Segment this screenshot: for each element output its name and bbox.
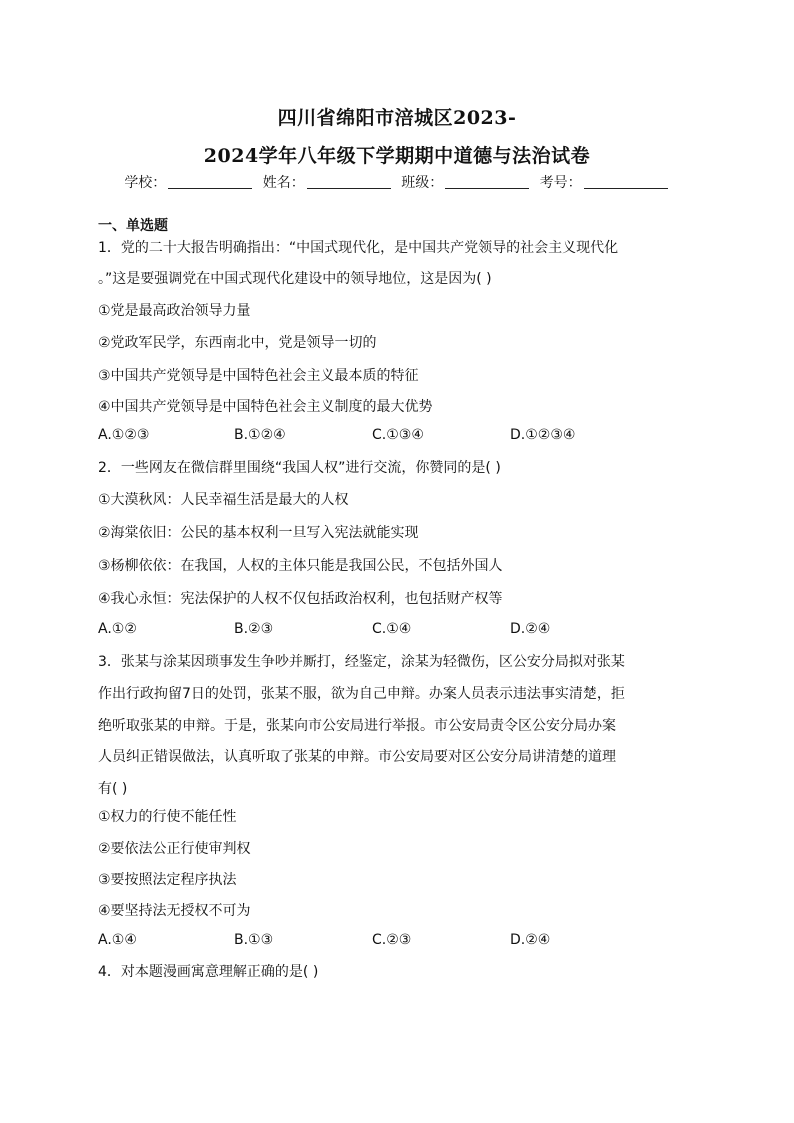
q2-option-d[interactable]: D.②④ [510, 621, 551, 637]
q2-statement-4: ④我心永恒：宪法保护的人权不仅包括政治权利，也包括财产权等 [98, 591, 503, 607]
exam-number-blank[interactable] [584, 174, 668, 189]
q1-option-d[interactable]: D.①②③④ [510, 427, 576, 443]
q3-stem-line2: 作出行政拘留7日的处罚，张某不服，欲为自己申辩。办案人员表示违法事实清楚，拒 [98, 686, 625, 702]
q3-option-d[interactable]: D.②④ [510, 932, 551, 948]
q2-option-c[interactable]: C.①④ [372, 621, 412, 637]
q2-option-a[interactable]: A.①② [98, 621, 137, 637]
q3-stem-line1: 3．张某与涂某因琐事发生争吵并厮打，经鉴定，涂某为轻微伤，区公安分局拟对张某 [98, 654, 625, 670]
q3-stem-line5: 有( ) [98, 781, 128, 797]
school-blank[interactable] [168, 174, 252, 189]
q1-stem-line1: 1．党的二十大报告明确指出：“中国式现代化，是中国共产党领导的社会主义现代化 [98, 240, 619, 256]
q2-stem-line1: 2．一些网友在微信群里围绕“我国人权”进行交流，你赞同的是( ) [98, 460, 501, 476]
q3-options [98, 932, 698, 952]
class-blank[interactable] [445, 174, 529, 189]
q1-stem-line2: 。”这是要强调党在中国式现代化建设中的领导地位，这是因为( ) [98, 271, 492, 287]
q2-option-b[interactable]: B.②③ [234, 621, 274, 637]
name-label: 姓名： [262, 175, 305, 191]
exam-title-line1: 四川省绵阳市涪城区2023- [277, 107, 517, 129]
q1-statement-1: ①党是最高政治领导力量 [98, 303, 251, 319]
q1-option-c[interactable]: C.①③④ [372, 427, 424, 443]
q2-statement-3: ③杨柳依依：在我国，人权的主体只能是我国公民，不包括外国人 [98, 558, 503, 574]
class-label: 班级： [401, 175, 444, 191]
q2-statement-1: ①大漠秋风：人民幸福生活是最大的人权 [98, 492, 349, 508]
q4-stem-line1: 4．对本题漫画寓意理解正确的是( ) [98, 964, 319, 980]
q1-options [98, 427, 698, 447]
q3-statement-4: ④要坚持法无授权不可为 [98, 903, 251, 919]
q3-option-b[interactable]: B.①③ [234, 932, 274, 948]
q3-stem-line4: 人员纠正错误做法，认真听取了张某的申辩。市公安局要对区公安分局讲清楚的道理 [98, 749, 616, 765]
q1-statement-2: ②党政军民学，东西南北中，党是领导一切的 [98, 335, 377, 351]
exam-title-line2: 2024学年八年级下学期期中道德与法治试卷 [203, 145, 591, 167]
q3-statement-2: ②要依法公正行使审判权 [98, 841, 251, 857]
q3-option-c[interactable]: C.②③ [372, 932, 412, 948]
q1-option-a[interactable]: A.①②③ [98, 427, 150, 443]
q3-statement-3: ③要按照法定程序执法 [98, 872, 237, 888]
q1-statement-4: ④中国共产党领导是中国特色社会主义制度的最大优势 [98, 399, 433, 415]
q1-statement-3: ③中国共产党领导是中国特色社会主义最本质的特征 [98, 368, 419, 384]
q3-option-a[interactable]: A.①④ [98, 932, 137, 948]
q2-statement-2: ②海棠依旧：公民的基本权利一旦写入宪法就能实现 [98, 525, 419, 541]
q3-statement-1: ①权力的行使不能任性 [98, 809, 237, 825]
name-blank[interactable] [307, 174, 391, 189]
q3-stem-line3: 绝听取张某的申辩。于是，张某向市公安局进行举报。市公安局责令区公安分局办案 [98, 718, 616, 734]
q1-option-b[interactable]: B.①②④ [234, 427, 286, 443]
section-title: 一、单选题 [98, 218, 168, 234]
exam-number-label: 考号： [539, 175, 582, 191]
school-label: 学校： [124, 175, 167, 191]
q2-options [98, 621, 698, 641]
student-info-row [0, 172, 794, 192]
